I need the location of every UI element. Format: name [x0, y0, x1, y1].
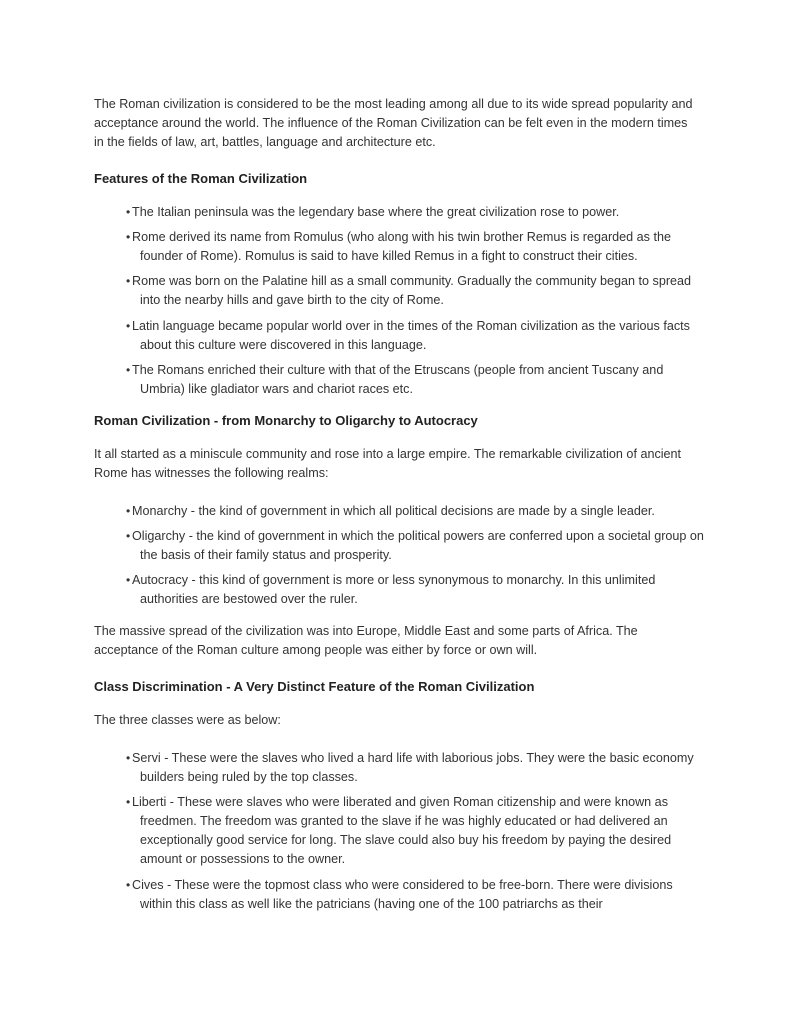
- governance-outro: The massive spread of the civilization was into Europe, Middle East and some parts of Africa. The acceptance of the Roman culture among people was either by force or own will.: [94, 624, 638, 658]
- list-item: [94, 571, 704, 609]
- features-heading: Features of the Roman Civilization: [94, 171, 308, 186]
- list-item-text: The Italian peninsula was the legendary base where the great civilization rose to power.: [132, 205, 620, 219]
- list-item: [94, 502, 704, 521]
- bullet-icon: •: [126, 573, 131, 588]
- list-item-text: The Romans enriched their culture with that of the Etruscans (people from ancient Tuscany and Umbria) like gladiator wars and chariot races etc.: [132, 362, 664, 396]
- list-item-text: Oligarchy - the kind of government in which the political powers are conferred upon a societal group on the basis of their family status and prosperity.: [132, 528, 704, 562]
- list-item: [94, 203, 704, 222]
- list-item-text: Latin language became popular world over in the times of the Roman civilization as the various facts about this culture were discovered in this language.: [132, 318, 690, 352]
- intro-paragraph: The Roman civilization is considered to be the most leading among all due to its wide spread popularity and acceptance around the world. The influence of the Roman Civilization can be felt even in the modern times in the fields of law, art, battles, language and architecture etc.: [94, 97, 693, 149]
- bullet-icon: •: [126, 230, 131, 245]
- bullet-icon: •: [126, 751, 131, 766]
- governance-heading: Roman Civilization - from Monarchy to Oligarchy to Autocracy: [94, 412, 478, 428]
- list-item: [94, 228, 704, 266]
- list-item-text: Liberti - These were slaves who were liberated and given Roman citizenship and were known as freedmen. The freedom was granted to the slave if he was highly educated or had delivered an exceptionally good service for long. The slave could also buy his freedom by paying the desired amount or possessions to the owner.: [132, 795, 672, 867]
- governance-list: [94, 502, 704, 609]
- bullet-icon: •: [126, 795, 131, 810]
- list-item: [94, 793, 704, 869]
- bullet-icon: •: [126, 528, 131, 543]
- list-item: [94, 527, 704, 565]
- bullet-icon: •: [126, 274, 131, 289]
- list-item-text: Rome was born on the Palatine hill as a small community. Gradually the community began to spread into the nearby hills and gave birth to the city of Rome.: [132, 274, 692, 308]
- list-item: [94, 876, 704, 914]
- list-item-text: Rome derived its name from Romulus (who along with his twin brother Remus is regarded as the founder of Rome). Romulus is said to have killed Remus in a fight to construct their cities.: [132, 230, 671, 264]
- classes-heading: Class Discrimination - A Very Distinct Feature of the Roman Civilization: [94, 679, 535, 695]
- list-item: [94, 317, 704, 355]
- classes-intro: The three classes were as below:: [94, 713, 281, 728]
- bullet-icon: •: [126, 503, 131, 518]
- list-item-text: Servi - These were the slaves who lived a hard life with laborious jobs. They were the basic economy builders being ruled by the top classes.: [132, 751, 694, 785]
- bullet-icon: •: [126, 362, 131, 377]
- governance-intro: It all started as a miniscule community and rose into a large empire. The remarkable civilization of ancient Rome has witnesses the following realms:: [94, 446, 682, 480]
- classes-list: [94, 749, 697, 913]
- list-item: [94, 749, 704, 787]
- bullet-icon: •: [126, 318, 131, 333]
- features-list: [94, 203, 697, 399]
- bullet-icon: •: [126, 877, 131, 892]
- bullet-icon: •: [126, 205, 131, 219]
- list-item: [94, 272, 704, 310]
- list-item-text: Autocracy - this kind of government is more or less synonymous to monarchy. In this unlimited authorities are bestowed over the ruler.: [132, 573, 656, 607]
- list-item-text: Cives - These were the topmost class who were considered to be free-born. There were divisions within this class as well like the patricians (having one of the 100 patriarchs as their: [132, 877, 673, 911]
- list-item: [94, 361, 704, 399]
- list-item-text: Monarchy - the kind of government in which all political decisions are made by a single leader.: [132, 503, 655, 518]
